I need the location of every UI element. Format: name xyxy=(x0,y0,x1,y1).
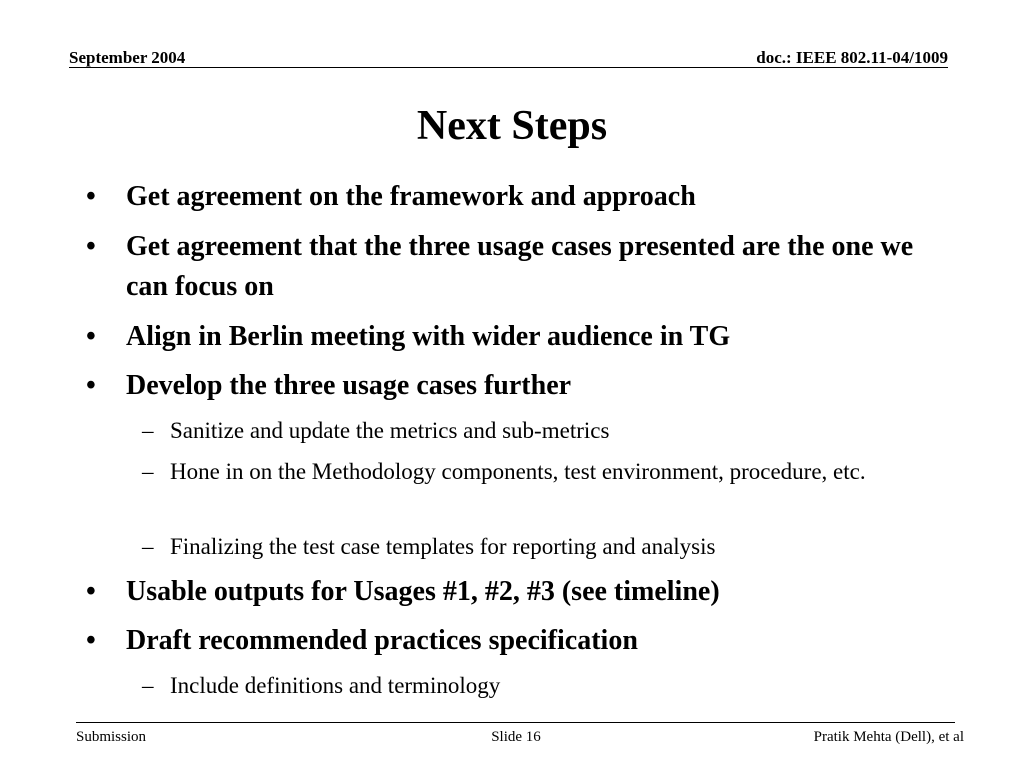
bullet-marker: • xyxy=(86,625,96,656)
bullet-marker: • xyxy=(86,370,96,401)
bullet-marker: • xyxy=(86,576,96,607)
footer-slide-number: Slide 16 xyxy=(491,729,541,745)
bullet-marker: • xyxy=(86,231,96,262)
sub-bullet-text: Hone in on the Methodology components, test environment, procedure, etc. xyxy=(170,459,866,484)
header-date: September 2004 xyxy=(69,48,186,67)
sub-bullet-marker: – xyxy=(142,418,154,443)
bullet-text: Get agreement on the framework and approach xyxy=(126,181,696,212)
bullet-text: Draft recommended practices specification xyxy=(126,625,638,656)
footer-divider xyxy=(76,722,955,723)
sub-bullet-text: Finalizing the test case templates for reporting and analysis xyxy=(170,534,716,559)
bullet-text: Develop the three usage cases further xyxy=(126,370,572,401)
slide-title: Next Steps xyxy=(416,103,608,149)
sub-bullet-text: Sanitize and update the metrics and sub-metrics xyxy=(170,418,610,443)
bullet-text: Align in Berlin meeting with wider audience in TG xyxy=(126,321,731,352)
bullet-text: Get agreement that the three usage cases presented are the one we can focus on xyxy=(126,231,914,302)
footer-submission: Submission xyxy=(76,729,147,745)
footer-author: Pratik Mehta (Dell), et al xyxy=(813,729,964,745)
sub-bullet-text: Include definitions and terminology xyxy=(170,673,501,698)
header-doc-id: doc.: IEEE 802.11-04/1009 xyxy=(756,48,948,67)
sub-bullet-marker: – xyxy=(142,673,154,698)
bullet-text: Usable outputs for Usages #1, #2, #3 (see timeline) xyxy=(126,576,720,607)
sub-bullet-marker: – xyxy=(142,534,154,559)
bullet-marker: • xyxy=(86,181,96,212)
sub-bullet-marker: – xyxy=(142,459,154,484)
header-divider xyxy=(69,67,948,68)
bullet-marker: • xyxy=(86,321,96,352)
